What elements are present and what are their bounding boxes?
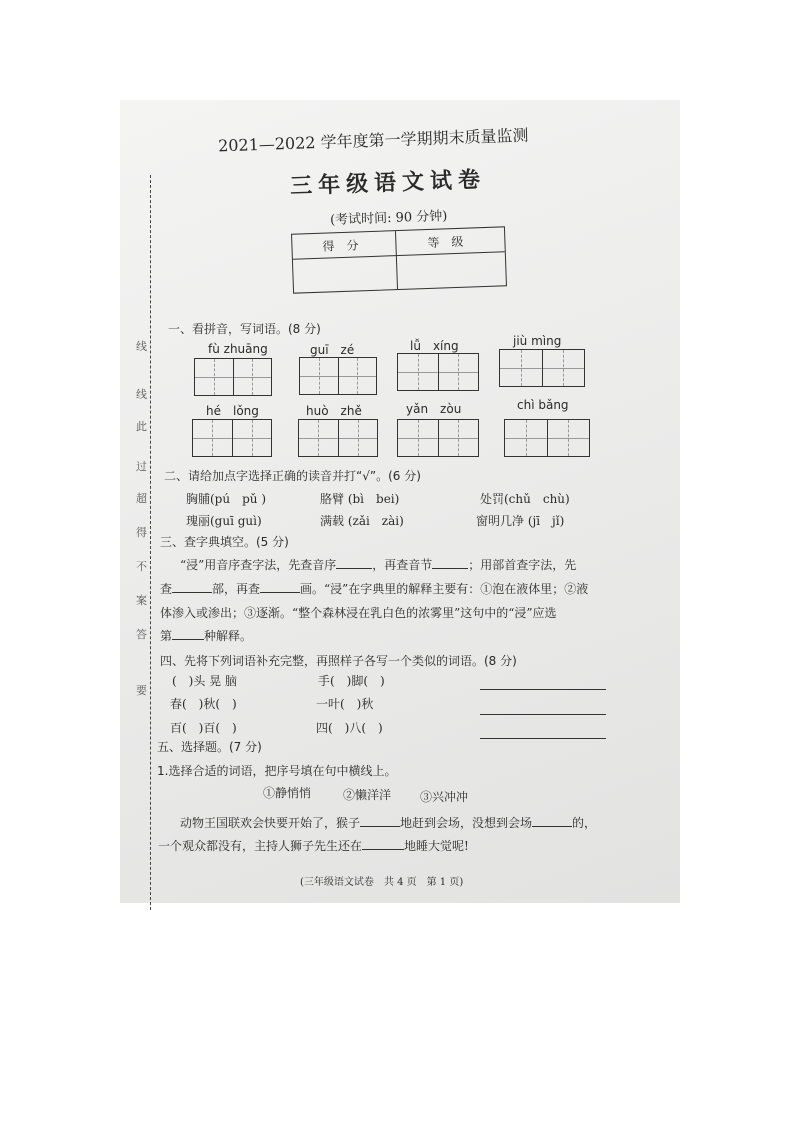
binding-char: 线	[136, 340, 147, 353]
question-1: 1.选择合适的词语，把序号填在句中横线上。	[157, 764, 397, 778]
binding-char: 答	[136, 628, 147, 641]
answer-line[interactable]	[480, 714, 606, 715]
binding-char: 线	[136, 388, 147, 401]
exam-title: 三年级语文试卷	[289, 166, 487, 200]
text-segment: “浸”用音序查字法，先查音序	[180, 558, 337, 572]
writing-grid[interactable]	[397, 353, 479, 391]
idiom-item: 春( )秋( )	[170, 697, 237, 711]
passage-line1	[180, 814, 596, 831]
option-item: ①静悄悄	[263, 786, 312, 800]
text-segment: 地睡大觉呢!	[404, 839, 469, 853]
writing-grid[interactable]	[499, 349, 585, 387]
pinyin-label: guī zé	[310, 343, 355, 357]
page-footer: (三年级语文试卷 共 4 页 第 1 页)	[300, 877, 464, 888]
idiom-item: 一叶( )秋	[316, 697, 374, 711]
answer-blank[interactable]	[260, 592, 300, 593]
idiom-item: 四( )八( )	[316, 721, 383, 735]
score-table	[291, 226, 507, 293]
exam-time: (考试时间: 90 分钟)	[329, 208, 448, 229]
exam-title-year: 2021—2022 学年度第一学期期末质量监测	[217, 125, 529, 156]
answer-line[interactable]	[480, 689, 606, 690]
binding-char: 超	[136, 492, 147, 505]
pronunciation-item: 瑰丽(guī guì)	[186, 514, 262, 528]
section5-title: 五、选择题。(7 分)	[157, 740, 262, 754]
section1-title: 一、看拼音，写词语。(8 分)	[168, 322, 321, 336]
pronunciation-item: 胸脯(pú pǔ )	[186, 492, 266, 506]
answer-blank[interactable]	[362, 849, 404, 850]
answer-blank[interactable]	[172, 592, 212, 593]
option-item: ③兴冲冲	[420, 790, 469, 804]
idiom-item: 百( )百( )	[170, 721, 237, 735]
section3-line4	[160, 627, 252, 644]
answer-blank[interactable]	[360, 826, 400, 827]
idiom-item: ( )头 晃 脑	[172, 674, 237, 688]
binding-char: 案	[136, 594, 147, 607]
pronunciation-item: 胳臂 (bì bei)	[320, 492, 400, 506]
score-label: 得 分	[322, 238, 359, 254]
option-item: ②懒洋洋	[343, 788, 392, 802]
pinyin-label: lǚ xíng	[410, 339, 459, 353]
idiom-item: 手( )脚( )	[318, 674, 385, 688]
pinyin-label: fù zhuāng	[208, 342, 268, 356]
writing-grid[interactable]	[298, 419, 378, 457]
text-segment: 动物王国联欢会快要开始了，猴子	[180, 816, 361, 830]
text-segment: 地赶到会场，没想到会场	[400, 816, 533, 830]
text-segment: 部，再查	[212, 582, 261, 596]
section3-line2	[160, 580, 588, 597]
binding-char: 要	[136, 684, 147, 697]
binding-char: 不	[136, 560, 147, 573]
writing-grid[interactable]	[299, 357, 377, 395]
binding-char: 得	[136, 526, 147, 539]
answer-line[interactable]	[480, 738, 606, 739]
writing-grid[interactable]	[397, 419, 479, 457]
section3-title: 三、查字典填空。(5 分)	[160, 535, 289, 549]
answer-blank[interactable]	[532, 826, 572, 827]
pronunciation-item: 满载 (zǎi zài)	[320, 514, 404, 528]
text-segment: 一个观众都没有，主持人狮子先生还在	[158, 839, 363, 853]
writing-grid[interactable]	[192, 419, 272, 457]
answer-blank[interactable]	[432, 568, 468, 569]
writing-grid[interactable]	[194, 358, 272, 396]
text-segment: 种解释。	[204, 629, 253, 643]
text-segment: ；用部首查字法，先	[468, 558, 577, 572]
binding-char: 过	[136, 460, 147, 473]
pinyin-label: hé lǒng	[206, 404, 259, 418]
pinyin-label: jiù mìng	[513, 334, 562, 348]
pronunciation-item: 处罚(chǔ chù)	[480, 492, 570, 506]
text-segment: 的，	[572, 816, 597, 830]
pinyin-label: chì bǎng	[517, 398, 569, 412]
section3-line1	[180, 556, 576, 573]
text-segment: 第	[160, 629, 173, 643]
answer-blank[interactable]	[172, 639, 204, 640]
section2-title: 二、请给加点字选择正确的读音并打“√”。(6 分)	[164, 469, 421, 483]
text-segment: 查	[160, 582, 173, 596]
text-segment: ，再查音节	[372, 558, 433, 572]
pronunciation-item: 窗明几净 (jī jǐ)	[476, 514, 565, 528]
pinyin-label: yǎn zòu	[406, 402, 462, 416]
passage-line2	[158, 837, 469, 854]
answer-blank[interactable]	[336, 568, 372, 569]
section3-line3: 体渗入或渗出；③逐渐。“整个森林浸在乳白色的浓雾里”这句中的“浸”应选	[160, 606, 557, 620]
grade-label: 等 级	[427, 234, 464, 250]
binding-line	[150, 175, 151, 910]
binding-char: 此	[136, 420, 147, 433]
text-segment: 画。“浸”在字典里的解释主要有：①泡在液体里；②液	[300, 582, 589, 596]
section4-title: 四、先将下列词语补充完整，再照样子各写一个类似的词语。(8 分)	[160, 654, 517, 668]
pinyin-label: huò zhě	[306, 404, 362, 418]
writing-grid[interactable]	[504, 419, 590, 457]
